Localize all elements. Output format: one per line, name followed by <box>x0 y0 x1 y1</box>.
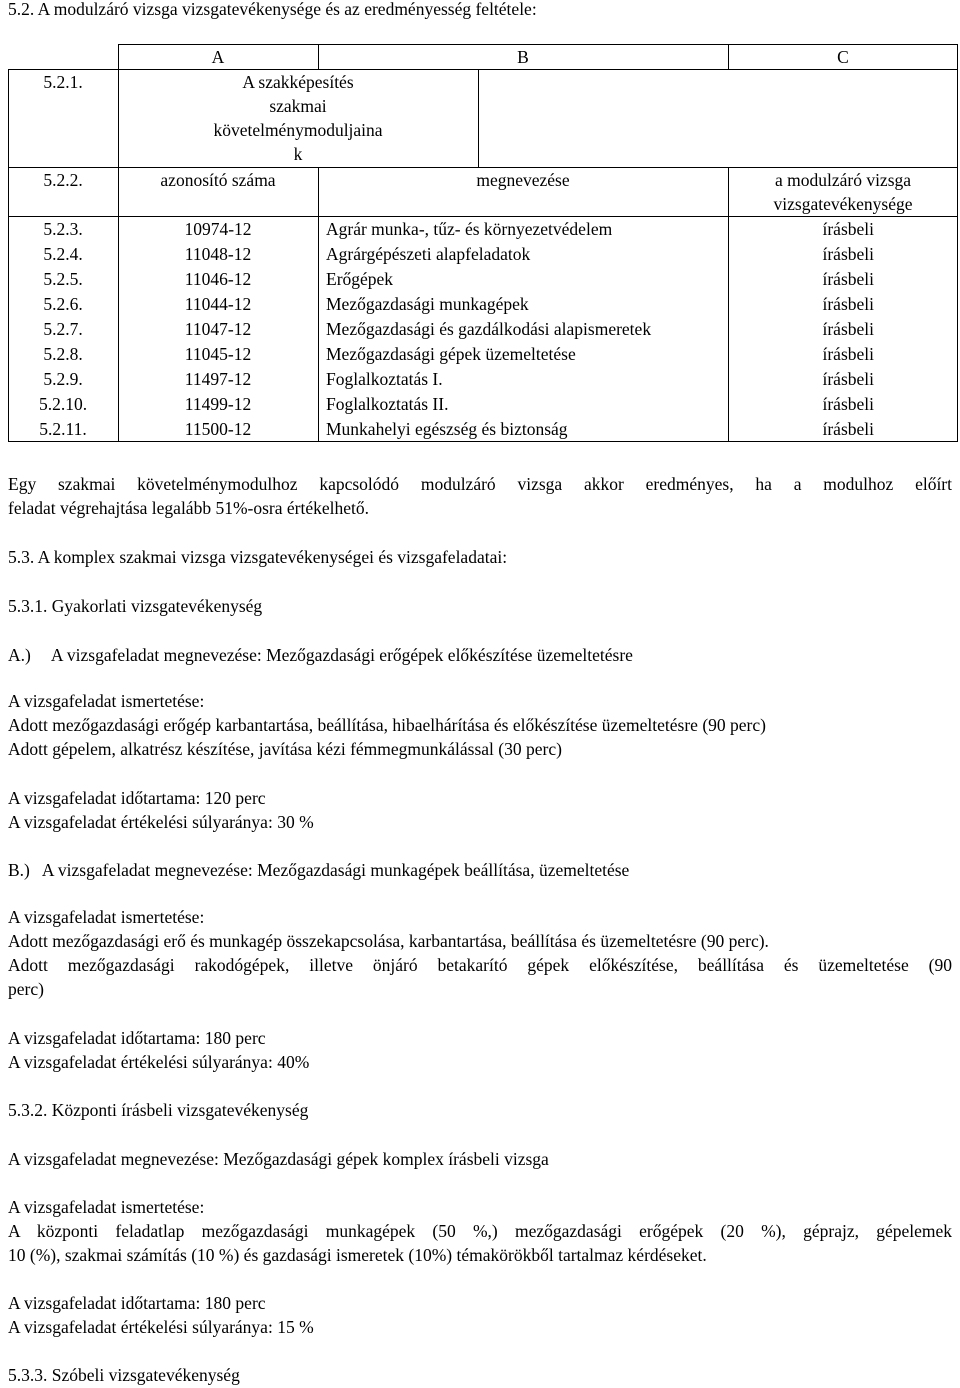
module-code: 11044-12 <box>184 294 252 314</box>
module-name: Agrár munka-, tűz- és környezetvédelem <box>326 219 613 239</box>
module-name: Agrárgépészeti alapfeladatok <box>326 244 531 264</box>
section-heading-5-3: 5.3. A komplex szakmai vizsga vizsgatevékenységei és vizsgafeladatai: <box>8 547 508 567</box>
table-line <box>8 69 958 70</box>
row-number: 5.2.6. <box>43 294 83 314</box>
row-number: 5.2.4. <box>43 244 83 264</box>
module-name: Mezőgazdasági munkagépek <box>326 294 529 314</box>
central-duration: A vizsgafeladat időtartama: 180 perc <box>8 1293 266 1313</box>
module-name: Foglalkoztatás II. <box>326 394 449 414</box>
table-header-line: k <box>293 144 303 164</box>
module-code: 11499-12 <box>184 394 252 414</box>
task-a-duration: A vizsgafeladat időtartama: 120 perc <box>8 788 266 808</box>
row-number: 5.2.1. <box>43 72 83 92</box>
header-name: megnevezése <box>476 170 570 190</box>
task-a-title-text: A vizsgafeladat megnevezése: Mezőgazdasági erőgépek előkészítése üzemeltetésre <box>50 645 633 665</box>
column-letter-c: C <box>837 47 849 67</box>
task-a-weight: A vizsgafeladat értékelési súlyaránya: 30 % <box>8 812 314 832</box>
column-letter-a: A <box>211 47 225 67</box>
task-b-desc-label: A vizsgafeladat ismertetése: <box>8 907 205 927</box>
task-a-desc-line2: Adott gépelem, alkatrész készítése, javítása kézi fémmegmunkálással (30 perc) <box>8 739 562 759</box>
row-number: 5.2.11. <box>39 419 87 439</box>
task-a-desc-line1: Adott mezőgazdasági erőgép karbantartása, beállítása, hibaelhárítása és előkészítése üzemeltetésre (90 perc) <box>8 715 766 735</box>
exam-type: írásbeli <box>822 269 874 289</box>
header-exam: a modulzáró vizsga <box>774 170 912 190</box>
row-number: 5.2.3. <box>43 219 83 239</box>
central-desc-label: A vizsgafeladat ismertetése: <box>8 1197 205 1217</box>
task-b-title-text: A vizsgafeladat megnevezése: Mezőgazdasági munkagépek beállítása, üzemeltetése <box>41 860 630 880</box>
exam-type: írásbeli <box>822 319 874 339</box>
table-line <box>478 69 479 168</box>
module-code: 11497-12 <box>184 369 252 389</box>
task-b-desc-line1: Adott mezőgazdasági erő és munkagép összekapcsolása, karbantartása, beállítása és üzemeltetésre (90 perc). <box>8 931 769 951</box>
section-heading-5-3-2: 5.3.2. Központi írásbeli vizsgatevékenység <box>8 1100 309 1120</box>
table-line <box>8 441 958 442</box>
row-number: 5.2.5. <box>43 269 83 289</box>
row-number: 5.2.7. <box>43 319 83 339</box>
task-a-desc-label: A vizsgafeladat ismertetése: <box>8 691 205 711</box>
table-line <box>8 167 958 168</box>
table-line <box>118 44 958 45</box>
module-name: Mezőgazdasági gépek üzemeltetése <box>326 344 576 364</box>
module-code: 11047-12 <box>184 319 252 339</box>
task-b-label: B.) <box>8 860 30 880</box>
table-line <box>8 216 958 217</box>
table-header-line: szakmai <box>269 96 327 116</box>
row-number: 5.2.2. <box>43 170 83 190</box>
row-number: 5.2.10. <box>38 394 88 414</box>
exam-type: írásbeli <box>822 344 874 364</box>
module-name: Erőgépek <box>326 269 394 289</box>
section-heading-5-2: 5.2. A modulzáró vizsga vizsgatevékenysége és az eredményesség feltétele: <box>8 0 537 19</box>
header-exam: vizsgatevékenysége <box>773 194 913 214</box>
task-b-duration: A vizsgafeladat időtartama: 180 perc <box>8 1028 266 1048</box>
task-a-title <box>8 644 633 666</box>
module-code: 11046-12 <box>184 269 252 289</box>
module-name: Foglalkoztatás I. <box>326 369 443 389</box>
module-name: Munkahelyi egészség és biztonság <box>326 419 568 439</box>
exam-type: írásbeli <box>822 294 874 314</box>
row-number: 5.2.8. <box>43 344 83 364</box>
module-code: 11045-12 <box>184 344 252 364</box>
exam-type: írásbeli <box>822 369 874 389</box>
exam-type: írásbeli <box>822 394 874 414</box>
central-desc-line2: 10 (%), szakmai számítás (10 %) és gazdasági ismeretek (10%) témakörökből tartalmaz kérdéseket. <box>8 1245 707 1265</box>
central-desc-line1: A központi feladatlap mezőgazdasági munkagépek (50 %,) mezőgazdasági erőgépek (20 %), géprajz, gépelemek <box>8 1221 952 1241</box>
central-weight: A vizsgafeladat értékelési súlyaránya: 15 % <box>8 1317 314 1337</box>
module-code: 11500-12 <box>184 419 252 439</box>
module-name: Mezőgazdasági és gazdálkodási alapismeretek <box>326 319 652 339</box>
task-b-desc-line2: Adott mezőgazdasági rakodógépek, illetve önjáró betakarító gépek előkészítése, beállítása és üzemeltetése (90 <box>8 955 952 975</box>
table-header-line: A szakképesítés <box>242 72 354 92</box>
header-code: azonosító száma <box>160 170 276 190</box>
column-letter-b: B <box>517 47 529 67</box>
row-number: 5.2.9. <box>43 369 83 389</box>
table-line <box>318 167 319 442</box>
module-code: 10974-12 <box>184 219 252 239</box>
central-task-title: A vizsgafeladat megnevezése: Mezőgazdasági gépek komplex írásbeli vizsga <box>8 1149 549 1169</box>
table-line <box>957 44 958 442</box>
module-code: 11048-12 <box>184 244 252 264</box>
table-header-line: követelménymoduljaina <box>213 120 383 140</box>
exam-type: írásbeli <box>822 244 874 264</box>
exam-type: írásbeli <box>822 219 874 239</box>
task-b-weight: A vizsgafeladat értékelési súlyaránya: 40% <box>8 1052 310 1072</box>
task-b-title <box>8 859 629 881</box>
success-condition-line2: feladat végrehajtása legalább 51%-osra értékelhető. <box>8 498 369 518</box>
exam-type: írásbeli <box>822 419 874 439</box>
section-heading-5-3-3: 5.3.3. Szóbeli vizsgatevékenység <box>8 1365 240 1385</box>
task-a-label: A.) <box>8 645 31 665</box>
success-condition-line1: Egy szakmai követelménymodulhoz kapcsolódó modulzáró vizsga akkor eredményes, ha a modulhoz előírt <box>8 474 952 494</box>
task-b-desc-line3: perc) <box>8 979 44 999</box>
section-heading-5-3-1: 5.3.1. Gyakorlati vizsgatevékenység <box>8 596 263 616</box>
